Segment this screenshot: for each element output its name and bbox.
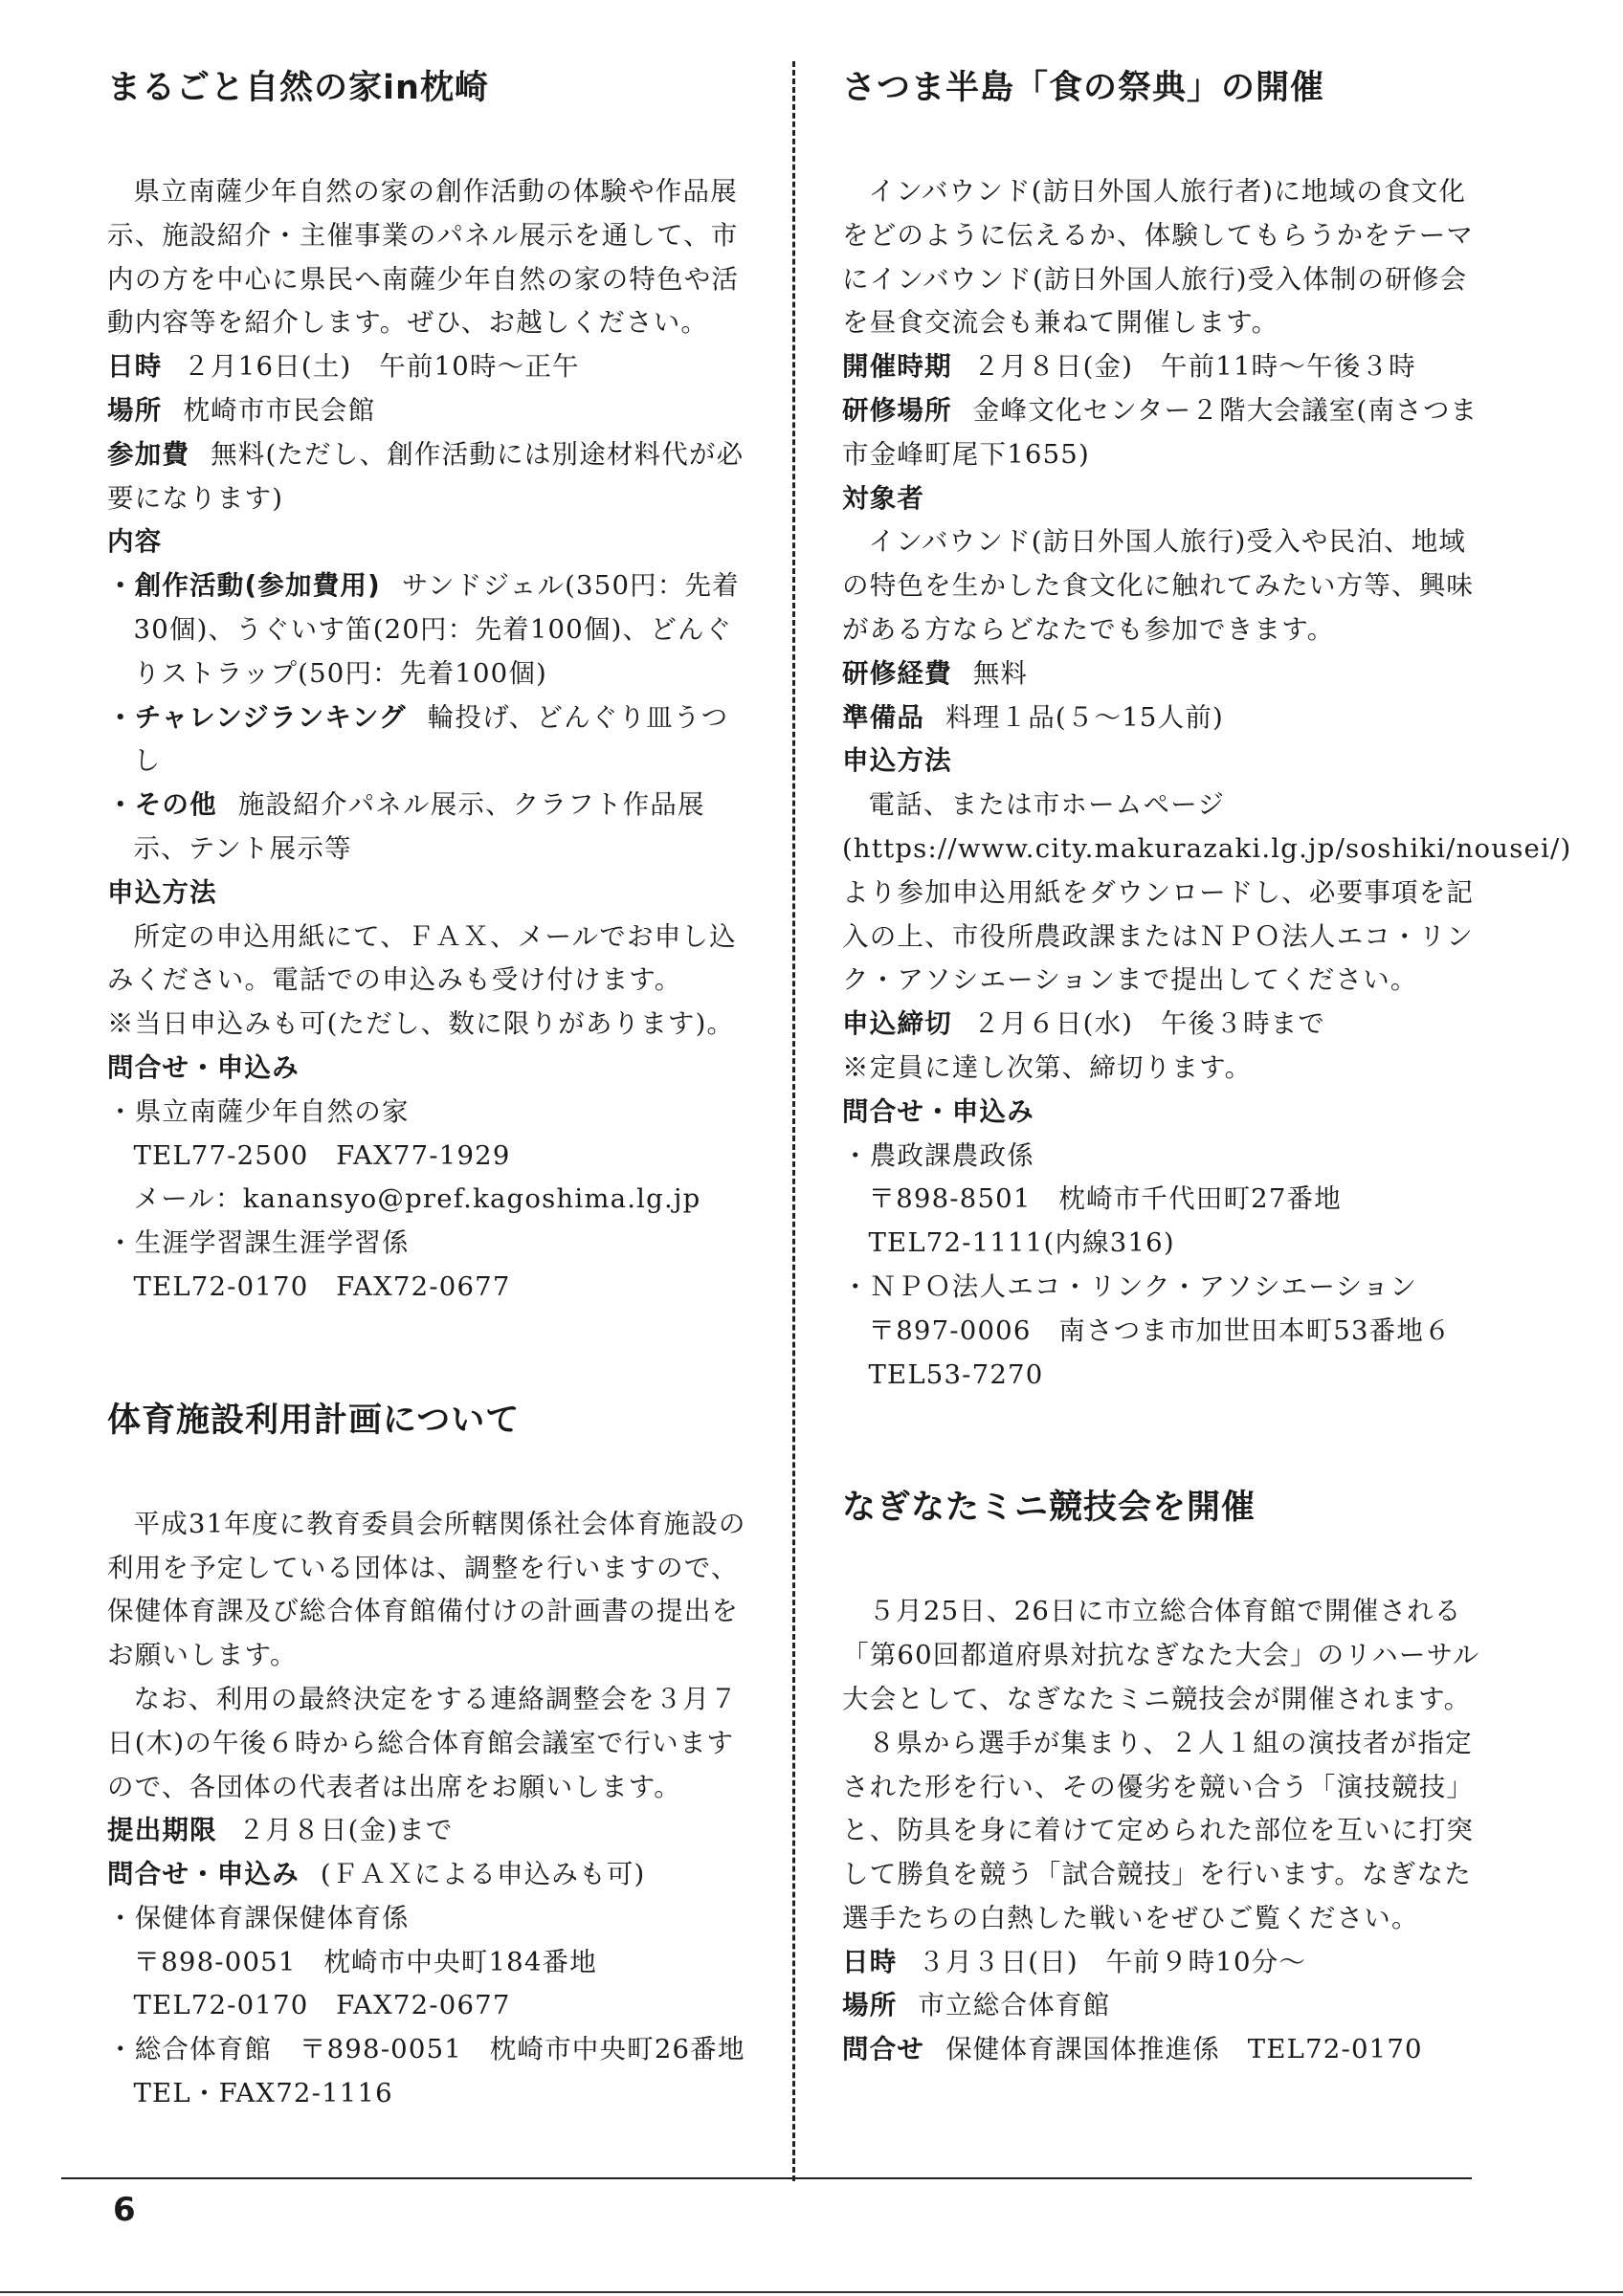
body-paragraph: インバウンド(訪日外国人旅行)受入や民泊、地域の特色を生かした食文化に触れてみたい方等、興味がある方ならどなたでも参加できます。 bbox=[842, 526, 1475, 645]
info-field bbox=[107, 345, 754, 389]
body-paragraph: 所定の申込用紙にて、ＦＡＸ、メールでお申し込みください。電話での申込みも受け付けます。 bbox=[107, 920, 737, 996]
field-value: 無料(ただし、創作活動には別途材料代が必要になります) bbox=[107, 438, 745, 514]
info-field bbox=[842, 345, 1493, 389]
body-paragraph: インバウンド(訪日外国人旅行者)に地域の食文化をどのように伝えるか、体験してもらうかをテーマにインバウンド(訪日外国人旅行)受入体制の研修会を昼食交流会も兼ねて開催します。 bbox=[842, 176, 1475, 339]
body-paragraph: ８県から選手が集まり、２人１組の演技者が指定された形を行い、その優劣を競い合う「演技競技」と、防具を身に着けて定められた部位を互いに打突して勝負を競う「試合競技」を行います。なぎなた選手たちの白熱した戦いをぜひご覧ください。 bbox=[842, 1727, 1475, 1933]
title-spacing bbox=[107, 1451, 754, 1503]
field-label: 場所 bbox=[107, 394, 163, 426]
info-field bbox=[842, 696, 1493, 740]
contact-detail: TEL72-0170 FAX72-0677 bbox=[133, 1270, 511, 1302]
contact-detail: メール：kanansyo@pref.kagoshima.lg.jp bbox=[133, 1183, 701, 1215]
text-line: ・県立南薩少年自然の家 bbox=[107, 1095, 410, 1127]
info-field bbox=[107, 433, 754, 521]
field-label: 研修経費 bbox=[842, 657, 952, 689]
contact-detail: 〒897-0006 南さつま市加世田本町53番地６ bbox=[868, 1314, 1452, 1346]
body-paragraph: なお、利用の最終決定をする連絡調整会を３月７日(木)の午後６時から総合体育館会議室で行いますので、各団体の代表者は出席をお願いします。 bbox=[107, 1683, 738, 1802]
field-value: 輪投げ、どんぐり皿うつし bbox=[133, 701, 729, 777]
field-value: ２月16日(土) 午前10時～正午 bbox=[183, 351, 580, 383]
article-title: まるごと自然の家in枕崎 bbox=[107, 69, 489, 107]
field-value: ２月８日(金)まで bbox=[237, 1815, 454, 1846]
body-paragraph: 電話、または市ホームページ(https://www.city.makurazaki.lg.jp/soshiki/nousei/)より参加申込用紙をダウンロードし、必要事項を記入の上、市役所農政課またはＮＰＯ法人エコ・リンク・アソシエーションまで提出してください。 bbox=[842, 789, 1572, 996]
field-value: (ＦＡＸによる申込みも可) bbox=[320, 1859, 646, 1890]
field-label: 研修場所 bbox=[842, 394, 952, 426]
field-label: 問合せ・申込み bbox=[107, 1859, 300, 1890]
content-bullet bbox=[107, 564, 754, 695]
field-label: 開催時期 bbox=[842, 351, 952, 383]
field-label: 問合せ bbox=[842, 2034, 925, 2065]
field-label: 参加費 bbox=[107, 438, 190, 470]
section-heading bbox=[842, 477, 1493, 521]
field-value: 施設紹介パネル展示、クラフト作品展示、テント展示等 bbox=[133, 789, 705, 864]
contact-detail: 〒898-8501 枕崎市千代田町27番地 bbox=[868, 1183, 1342, 1215]
contact-detail: TEL72-0170 FAX72-0677 bbox=[133, 1990, 511, 2021]
heading-label: 内容 bbox=[107, 526, 163, 558]
info-field bbox=[107, 1853, 754, 1897]
section-heading bbox=[107, 872, 754, 916]
page-number: 6 bbox=[113, 2191, 136, 2229]
text-line: ※当日申込みも可(ただし、数に限りがあります)。 bbox=[107, 1008, 735, 1040]
heading-label: 申込方法 bbox=[107, 876, 217, 908]
title-spacing bbox=[842, 119, 1493, 170]
field-value: ２月６日(水) 午後３時まで bbox=[972, 1008, 1326, 1040]
field-label: ・創作活動(参加費用) bbox=[107, 570, 381, 602]
text-line: ・生涯学習課生涯学習係 bbox=[107, 1227, 410, 1259]
section-heading bbox=[842, 740, 1493, 784]
field-value: 無料 bbox=[972, 657, 1029, 689]
text-line: ・ＮＰＯ法人エコ・リンク・アソシエーション bbox=[842, 1270, 1418, 1302]
title-spacing bbox=[107, 119, 754, 170]
field-label: 日時 bbox=[842, 1946, 898, 1977]
field-value: 金峰文化センター２階大会議室(南さつま市金峰町尾下1655) bbox=[842, 394, 1478, 470]
field-label: 日時 bbox=[107, 351, 163, 383]
content-bullet bbox=[107, 784, 754, 872]
section-heading bbox=[107, 520, 754, 564]
heading-label: 問合せ・申込み bbox=[107, 1051, 300, 1083]
info-field bbox=[842, 652, 1493, 696]
page-bottom-edge bbox=[0, 2291, 1623, 2293]
text-line: ・農政課農政係 bbox=[842, 1139, 1034, 1171]
field-label: 申込締切 bbox=[842, 1008, 952, 1040]
field-label: 準備品 bbox=[842, 701, 925, 733]
section-heading bbox=[842, 1091, 1493, 1135]
left-column bbox=[107, 57, 754, 2197]
info-field bbox=[842, 1941, 1493, 1985]
article-title: なぎなたミニ競技会を開催 bbox=[842, 1489, 1256, 1528]
article-section bbox=[842, 57, 1572, 1397]
body-paragraph: 平成31年度に教育委員会所轄関係社会体育施設の利用を予定している団体は、調整を行いますので、保健体育課及び総合体育館備付けの計画書の提出をお願いします。 bbox=[107, 1508, 746, 1671]
section-heading bbox=[107, 1047, 754, 1091]
contact-detail: TEL53-7270 bbox=[868, 1358, 1044, 1390]
info-field bbox=[107, 389, 754, 433]
content-bullet bbox=[107, 696, 754, 784]
contact-detail: TEL72-1111(内線316) bbox=[868, 1227, 1175, 1259]
info-field bbox=[842, 2028, 1493, 2072]
text-line: ・総合体育館 〒898-0051 枕崎市中央町26番地 bbox=[107, 2034, 745, 2065]
info-field bbox=[842, 1984, 1493, 2028]
article-title: 体育施設利用計画について bbox=[107, 1401, 521, 1440]
field-value: 保健体育課国体推進係 TEL72-0170 bbox=[945, 2034, 1423, 2065]
field-label: 場所 bbox=[842, 1990, 898, 2021]
heading-label: 問合せ・申込み bbox=[842, 1095, 1034, 1127]
field-label: 提出期限 bbox=[107, 1815, 217, 1846]
field-label: ・チャレンジランキング bbox=[107, 701, 407, 733]
column-divider bbox=[792, 61, 795, 2181]
body-paragraph: ５月25日、26日に市立総合体育館で開催される「第60回都道府県対抗なぎなた大会」のリハーサル大会として、なぎなたミニ競技会が開催されます。 bbox=[842, 1596, 1480, 1714]
body-paragraph: 県立南薩少年自然の家の創作活動の体験や作品展示、施設紹介・主催事業のパネル展示を通して、市内の方を中心に県民へ南薩少年自然の家の特色や活動内容等を紹介します。ぜひ、お越しください。 bbox=[107, 176, 740, 339]
footer-rule bbox=[61, 2177, 1472, 2179]
article-section bbox=[842, 1477, 1493, 2072]
article-section bbox=[107, 57, 754, 1310]
right-column bbox=[842, 57, 1572, 2152]
info-field bbox=[842, 1003, 1493, 1047]
contact-detail: 〒898-0051 枕崎市中央町184番地 bbox=[133, 1946, 597, 1977]
field-label: ・その他 bbox=[107, 789, 217, 821]
contact-detail: TEL77-2500 FAX77-1929 bbox=[133, 1139, 511, 1171]
contact-detail: TEL・FAX72-1116 bbox=[133, 2078, 393, 2109]
heading-label: 申込方法 bbox=[842, 745, 952, 777]
article-title: さつま半島「食の祭典」の開催 bbox=[842, 69, 1325, 107]
field-value: 市立総合体育館 bbox=[918, 1990, 1111, 2021]
title-spacing bbox=[842, 1538, 1493, 1590]
field-value: ２月８日(金) 午前11時～午後３時 bbox=[972, 351, 1416, 383]
field-value: 料理１品(５～15人前) bbox=[945, 701, 1224, 733]
field-value: 枕崎市市民会館 bbox=[183, 394, 376, 426]
field-value: サンドジェル(350円：先着30個)、うぐいす笛(20円：先着100個)、どんぐりストラップ(50円：先着100個) bbox=[133, 570, 740, 689]
text-line: ・保健体育課保健体育係 bbox=[107, 1902, 410, 1933]
article-section bbox=[107, 1390, 754, 2116]
heading-label: 対象者 bbox=[842, 482, 925, 514]
info-field bbox=[842, 389, 1493, 477]
text-line: ※定員に達し次第、締切ります。 bbox=[842, 1051, 1253, 1083]
info-field bbox=[107, 1809, 754, 1853]
field-value: ３月３日(日) 午前９時10分～ bbox=[918, 1946, 1307, 1977]
